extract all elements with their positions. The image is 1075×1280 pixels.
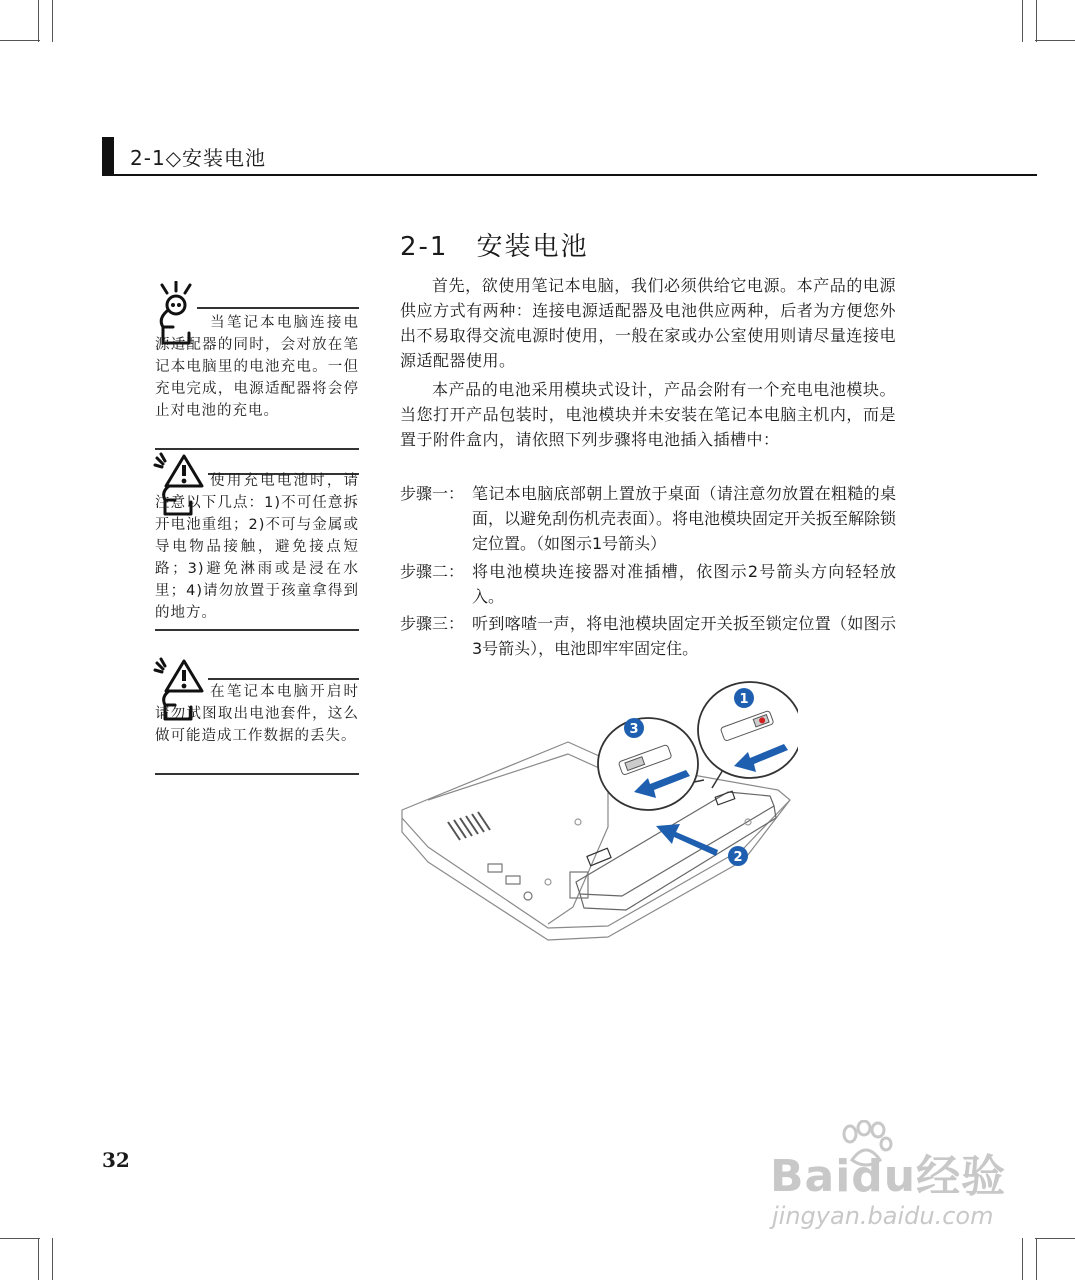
battery-paragraph: 本产品的电池采用模块式设计，产品会附有一个充电电池模块。当您打开产品包装时，电池模块并未安装在笔记本电脑主机内，而是置于附件盒内，请依照下列步骤将电池插入插槽中：	[400, 380, 896, 449]
page-number: 32	[102, 1148, 130, 1172]
step-label: 步骤三：	[400, 614, 465, 633]
note-text: 使用充电电池时，请注意以下几点：1)不可任意拆开电池重组；2)不可与金属或导电物品接触，避免接点短路；3)避免淋雨或是浸在水里；4)请勿放置于孩童拿得到的地方。	[155, 473, 359, 621]
section-header: 2-1◇安装电池	[130, 146, 267, 170]
battery-install-figure	[398, 672, 798, 944]
step-3	[400, 611, 896, 661]
step-text: 听到喀喳一声，将电池模块固定开关扳至锁定位置（如图示3号箭头），电池即牢牢固定住。	[472, 614, 896, 658]
header-rule	[102, 174, 1037, 176]
step-text: 将电池模块连接器对准插槽，依图示2号箭头方向轻轻放入。	[472, 562, 896, 606]
arrow-2	[656, 824, 718, 856]
watermark-url: jingyan.baidu.com	[772, 1202, 994, 1230]
callout-2-label: 2	[733, 850, 743, 865]
callout-3-label: 3	[629, 722, 639, 737]
step-text: 笔记本电脑底部朝上置放于桌面（请注意勿放置在粗糙的桌面，以避免刮伤机壳表面）。将电池模块固定开关扳至解除锁定位置。（如图示1号箭头）	[472, 484, 897, 553]
watermark-brand: Baidu经验	[770, 1151, 1007, 1202]
step-label: 步骤一：	[400, 484, 465, 503]
note-divider	[208, 678, 359, 680]
note-divider	[197, 307, 359, 309]
note-tip	[155, 312, 359, 422]
note-divider	[155, 773, 359, 775]
callout-1-label: 1	[739, 692, 749, 707]
note-battery-warning	[155, 470, 359, 624]
step-1	[400, 481, 896, 556]
step-2	[400, 559, 896, 609]
step-label: 步骤二：	[400, 562, 465, 581]
note-text: 当笔记本电脑连接电源适配器的同时，会对放在笔记本电脑里的电池充电。一但充电完成，电源适配器将会停止对电池的充电。	[155, 315, 359, 419]
note-removal-warning	[155, 681, 359, 747]
note-text: 在笔记本电脑开启时请勿试图取出电池套件，这么做可能造成工作数据的丢失。	[155, 684, 359, 744]
intro-paragraph: 首先，欲使用笔记本电脑，我们必须供给它电源。本产品的电源供应方式有两种：连接电源适配器及电池供应两种，后者为方便您外出不易取得交流电源时使用，一般在家或办公室使用则请尽量连接电源适配器使用。	[400, 276, 896, 370]
header-bar	[102, 137, 114, 175]
note-divider	[155, 629, 359, 631]
note-divider	[155, 448, 359, 450]
page-title: 2-1 安装电池	[400, 232, 589, 262]
